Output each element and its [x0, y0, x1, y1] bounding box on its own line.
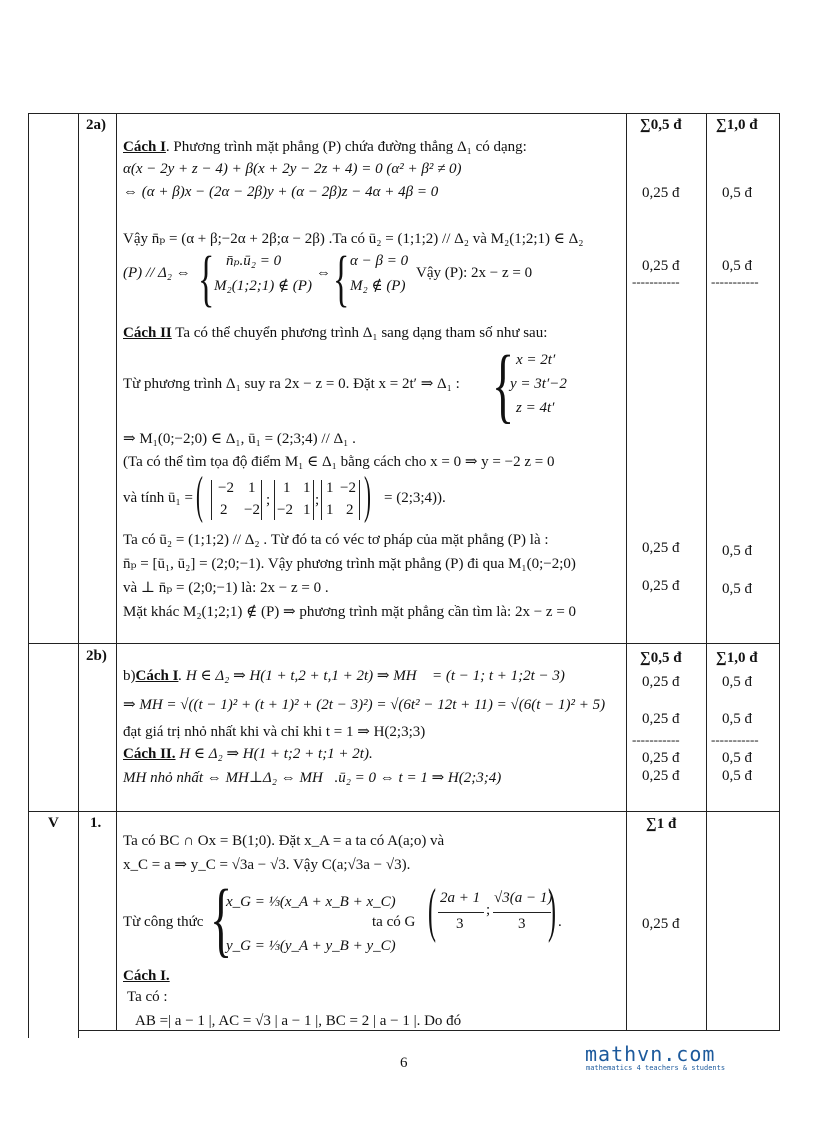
det-b12: 1: [303, 480, 311, 496]
q2b-line4: [123, 746, 373, 763]
q2b-line4-title: Cách II.: [123, 746, 176, 762]
dash-2b-2: -----------: [711, 732, 759, 747]
det-a21: 2: [220, 502, 228, 518]
q2a-param1: x = 2t′: [516, 352, 556, 368]
det-b21: −2: [277, 502, 293, 518]
q2a-cach1-line: [123, 139, 527, 156]
mathvn-tagline: mathematics 4 teachers & students: [586, 1064, 726, 1072]
score-2b-4b: 0,5 đ: [722, 768, 752, 784]
dash-2a-2: -----------: [711, 274, 759, 289]
g-period: .: [558, 914, 562, 930]
q2a-note: (Ta có thể tìm tọa độ điểm M₁ ∈ Δ₁ bằng cách cho x = 0 ⇒ y = −2 z = 0: [123, 454, 555, 470]
q2b-sum-total: ∑1,0 đ: [716, 650, 758, 666]
g-den2: 3: [518, 916, 526, 932]
q2a-param2: y = 3t′−2: [510, 376, 567, 392]
q2a-cach2-intro: Ta có thể chuyển phương trình Δ₁ sang dạng tham số như sau:: [171, 325, 548, 341]
qv-g-lead: ta có G: [372, 914, 416, 930]
q2a-cach2-title: Cách II: [123, 325, 172, 341]
brace-param: {: [492, 339, 515, 432]
g-num1: 2a + 1: [440, 890, 481, 906]
q2a-compute-lead: và tính ū₁ =: [123, 490, 193, 506]
g-den1: 3: [456, 916, 464, 932]
qv-line1: Ta có BC ∩ Ox = B(1;0). Đặt x_A = a ta có A(a;o) và: [123, 833, 445, 849]
score-2a-4b: 0,5 đ: [722, 581, 752, 597]
brace-centroid: {: [210, 873, 233, 966]
det-a11: −2: [218, 480, 234, 496]
det-b11: 1: [283, 480, 291, 496]
qv-formula-lead: Từ công thức: [123, 914, 204, 930]
q2a-perp-line: và ⊥ n̄ₚ = (2;0;−1) là: 2x − z = 0 .: [123, 580, 329, 596]
q2b-line3: đạt giá trị nhỏ nhất khi và chỉ khi t = 1 ⇒ H(2;3;3): [123, 724, 426, 740]
q2a-cach1-intro: . Phương trình mặt phẳng (P) chứa đường thẳng Δ₁ có dạng:: [165, 139, 527, 155]
brace-system-1: {: [198, 245, 215, 313]
brace-system-2: {: [333, 245, 350, 313]
g-sep: ;: [486, 902, 491, 918]
score-2b-2a: 0,25 đ: [642, 711, 680, 727]
q2b-line1-title: Cách I: [135, 668, 179, 684]
col-border-right: [779, 113, 780, 1031]
score-v1-1: 0,25 đ: [642, 916, 680, 932]
score-2a-1a: 0,25 đ: [642, 185, 680, 201]
q2a-param-lead: Từ phương trình Δ₁ suy ra 2x − z = 0. Đặt x = 2t′ ⇒ Δ₁ :: [123, 376, 460, 392]
q2a-np-line: n̄ₚ = [ū₁, ū₂] = (2;0;−1). Vậy phương trình mặt phẳng (P) đi qua M₁(0;−2;0): [123, 556, 576, 572]
dash-2b-1: -----------: [632, 732, 680, 747]
score-2b-4a: 0,25 đ: [642, 768, 680, 784]
score-2a-2b: 0,5 đ: [722, 258, 752, 274]
score-2b-3b: 0,5 đ: [722, 750, 752, 766]
score-2a-1b: 0,5 đ: [722, 185, 752, 201]
q2a-final-line: Mặt khác M₂(1;2;1) ∉ (P) ⇒ phương trình mặt phẳng cần tìm là: 2x − z = 0: [123, 604, 577, 620]
q2a-det-result: = (2;3;4)).: [384, 490, 446, 506]
qv-last: AB =| a − 1 |, AC = √3 | a − 1 |, BC = 2 | a − 1 |. Do đó: [135, 1013, 462, 1029]
row-divider-2b-v: [28, 811, 780, 812]
g-num2: √3(a − 1): [494, 890, 553, 906]
q2a-eq2: ⇔ (α + β)x − (2α − 2β)y + (α − 2β)z − 4α + 4β = 0: [123, 184, 439, 200]
qv-fy: y_G = ⅓(y_A + y_B + y_C): [226, 938, 396, 954]
det-c21: 1: [326, 502, 334, 518]
paren-left: (: [196, 467, 203, 524]
q2b-line5: MH nhỏ nhất ⇔ MH⊥Δ₂ ⇔ MH⃗.ū₂ = 0 ⇔ t = 1 ⇒ H(2;3;4): [123, 770, 502, 786]
score-2a-4a: 0,25 đ: [642, 578, 680, 594]
det-sep-2: ;: [315, 492, 320, 508]
qv-taco: Ta có :: [127, 989, 168, 1005]
score-2b-2b: 0,5 đ: [722, 711, 752, 727]
q2a-sum-half: ∑0,5 đ: [640, 117, 682, 133]
det-sep-1: ;: [266, 492, 271, 508]
q2b-line1-body: . H ∈ Δ₂ ⇒ H(1 + t,2 + t,1 + 2t) ⇒ MH⃗ = (t − 1; t + 1;2t − 3): [178, 668, 565, 684]
q2b-line2: ⇒ MH = √((t − 1)² + (t + 1)² + (2t − 3)²) = √(6t² − 12t + 11) = √(6(t − 1)² + 5): [123, 697, 606, 713]
score-2b-1a: 0,25 đ: [642, 674, 680, 690]
label-2b: 2b): [86, 648, 107, 664]
q2b-sum-half: ∑0,5 đ: [640, 650, 682, 666]
q2a-sys2-line1: α − β = 0: [350, 253, 409, 269]
q2a-eq1: α(x − 2y + z − 4) + β(x + 2y − 2z + 4) = 0 (α² + β² ≠ 0): [123, 161, 462, 177]
mathvn-logo: mathvn.com: [585, 1042, 716, 1066]
det-c11: 1: [326, 480, 334, 496]
col-border-score1: [626, 113, 627, 1031]
section-v: V: [48, 815, 59, 831]
q2b-line1: [123, 668, 565, 685]
col-border-left: [28, 113, 29, 1038]
q2a-u2-line: Ta có ū₂ = (1;1;2) // Δ₂ . Từ đó ta có véc tơ pháp của mặt phẳng (P) là :: [123, 532, 549, 548]
qv-cach1-title: Cách I.: [123, 968, 170, 984]
det-a22: −2: [244, 502, 260, 518]
det-a12: 1: [248, 480, 256, 496]
q2a-eq3: Vậy n̄ₚ = (α + β;−2α + 2β;α − 2β) .Ta có ū₂ = (1;1;2) // Δ₂ và M₂(1;2;1) ∈ Δ₂: [123, 231, 584, 247]
g-paren-left: (: [428, 877, 436, 943]
g-paren-right: ): [548, 877, 556, 943]
score-2a-3b: 0,5 đ: [722, 543, 752, 559]
col-border-label: [116, 113, 117, 1031]
qv-line2: x_C = a ⇒ y_C = √3a − √3. Vậy C(a;√3a − √3).: [123, 857, 411, 873]
qv-sum: ∑1 đ: [646, 816, 677, 832]
paren-right: ): [364, 467, 371, 524]
score-2a-2a: 0,25 đ: [642, 258, 680, 274]
q2a-cach1-title: Cách I: [123, 139, 166, 155]
q2a-sum-total: ∑1,0 đ: [716, 117, 758, 133]
q2a-sys1-line2: M₂(1;2;1) ∉ (P): [214, 278, 312, 294]
qv-fx: x_G = ⅓(x_A + x_B + x_C): [226, 894, 396, 910]
q2b-line4-body: H ∈ Δ₂ ⇒ H(1 + t;2 + t;1 + 2t).: [175, 746, 373, 762]
q2a-sys2-line2: M₂ ∉ (P): [350, 278, 406, 294]
score-2b-1b: 0,5 đ: [722, 674, 752, 690]
det-c12: −2: [340, 480, 356, 496]
determinant-block: [196, 467, 376, 524]
q2a-eq4-left: (P) // Δ₂ ⇔: [123, 265, 191, 281]
q2a-iff: ⇔: [316, 265, 331, 281]
dash-2a-1: -----------: [632, 274, 680, 289]
q2a-m1: ⇒ M₁(0;−2;0) ∈ Δ₁, ū₁ = (2;3;4) // Δ₁ .: [123, 431, 356, 447]
col-border-score2: [706, 113, 707, 1031]
q2a-eq4-right: Vậy (P): 2x − z = 0: [416, 265, 533, 281]
g-fraction-block: [428, 877, 558, 944]
q2a-cach2-line: [123, 325, 547, 342]
label-v1: 1.: [90, 815, 102, 831]
page-number: 6: [400, 1055, 408, 1071]
table-top-border: [28, 113, 780, 114]
col-border-section: [78, 113, 79, 1038]
score-2b-3a: 0,25 đ: [642, 750, 680, 766]
q2a-param3: z = 4t′: [516, 400, 555, 416]
row-divider-2a-2b: [28, 643, 780, 644]
q2b-line1-pre: b): [123, 668, 136, 684]
det-c22: 2: [346, 502, 354, 518]
label-2a: 2a): [86, 117, 106, 133]
q2a-sys1-line1: n̄ₚ.ū₂ = 0: [226, 253, 282, 269]
score-2a-3a: 0,25 đ: [642, 540, 680, 556]
det-b22: 1: [303, 502, 311, 518]
